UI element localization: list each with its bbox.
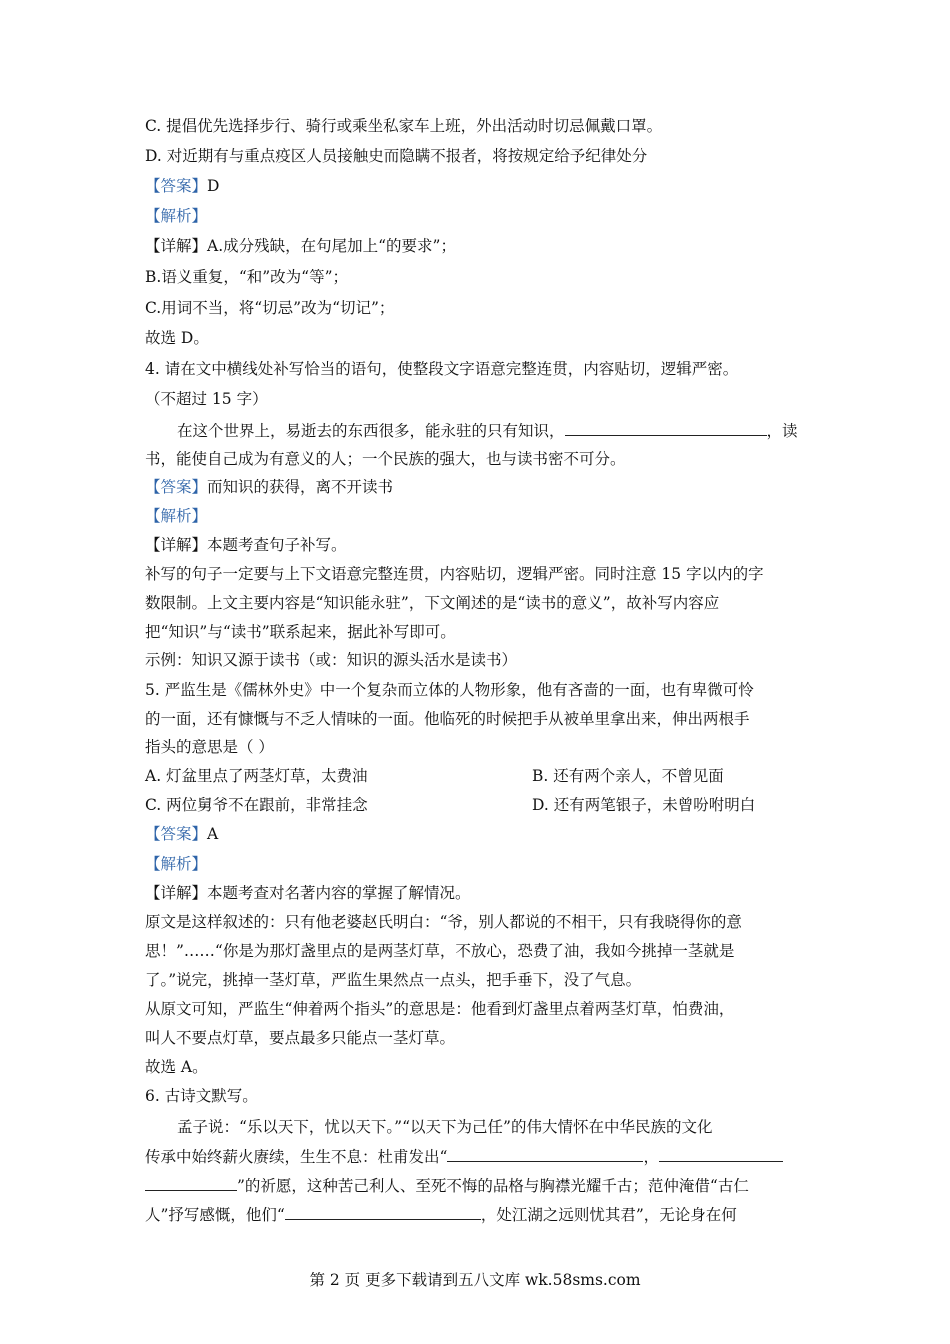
fill-blank[interactable] <box>565 420 767 436</box>
q3-conclusion: 故选 D。 <box>145 329 209 347</box>
answer-tag: 【答案】 <box>145 825 208 843</box>
q5-stem-line-2: 的一面，还有慷慨与不乏人情味的一面。他临死的时候把手从被单里拿出来，伸出两根手 <box>145 710 750 728</box>
q3-detail-a: 【详解】A.成分残缺，在句尾加上“的要求”； <box>145 237 456 255</box>
fill-blank[interactable] <box>659 1146 783 1162</box>
q6-stem: 6. 古诗文默写。 <box>145 1087 258 1105</box>
q5-stem-line-1: 5. 严监生是《儒林外史》中一个复杂而立体的人物形象，他有吝啬的一面，也有卑微可怜 <box>145 681 754 699</box>
q4-analysis-tag: 【解析】 <box>145 507 208 525</box>
q4-stem-line-1: 4. 请在文中横线处补写恰当的语句，使整段文字语意完整连贯，内容贴切，逻辑严密。 <box>145 360 739 378</box>
q5-detail-2: 原文是这样叙述的：只有他老婆赵氏明白：“爷，别人都说的不相干，只有我晓得你的意 <box>145 913 742 931</box>
q3-detail-b: B.语义重复，“和”改为“等”； <box>145 268 349 286</box>
q5-detail-1: 【详解】本题考查对名著内容的掌握了解情况。 <box>145 884 471 902</box>
q3-option-c: C. 提倡优先选择步行、骑行或乘坐私家车上班，外出活动时切忌佩戴口罩。 <box>145 117 663 135</box>
q5-option-a: A. 灯盆里点了两茎灯草，太费油 <box>145 767 368 785</box>
q4-detail-5: 示例：知识又源于读书（或：知识的源头活水是读书） <box>145 651 518 669</box>
q4-detail-4: 把“知识”与“读书”联系起来，据此补写即可。 <box>145 623 456 641</box>
passage-text: 人”抒写感慨，他们“ <box>145 1206 285 1224</box>
q5-analysis-tag: 【解析】 <box>145 855 208 873</box>
q5-option-b: B. 还有两个亲人，不曾见面 <box>532 767 724 785</box>
passage-text: 在这个世界上，易逝去的东西很多，能永驻的只有知识， <box>177 422 565 440</box>
passage-text: ，处江湖之远则忧其君”，无论身在何 <box>480 1206 737 1224</box>
q5-detail-5: 从原文可知，严监生“伸着两个指头”的意思是：他看到灯盏里点着两茎灯草，怕费油， <box>145 1000 735 1018</box>
passage-text: ，读 <box>766 422 798 440</box>
q5-answer <box>145 824 218 844</box>
q5-detail-6: 叫人不要点灯草，要点最多只能点一茎灯草。 <box>145 1029 456 1047</box>
answer-tag: 【答案】 <box>145 177 208 195</box>
q5-conclusion: 故选 A。 <box>145 1058 208 1076</box>
q3-answer <box>145 176 219 196</box>
q4-stem-line-2: （不超过 15 字） <box>145 390 268 408</box>
answer-text: A <box>207 825 219 843</box>
q4-detail-3: 数限制。上文主要内容是“知识能永驻”，下文阐述的是“读书的意义”，故补写内容应 <box>145 594 720 612</box>
q4-detail-1: 【详解】本题考查句子补写。 <box>145 536 347 554</box>
page-footer: 第 2 页 更多下载请到五八文库 wk.58sms.com <box>309 1271 641 1289</box>
passage-text: ”的祈愿，这种苦己利人、至死不悔的品格与胸襟光耀千古；范仲淹借“古仁 <box>237 1177 749 1195</box>
answer-text: 而知识的获得，离不开读书 <box>207 478 394 496</box>
q3-option-d: D. 对近期有与重点疫区人员接触史而隐瞒不报者，将按规定给予纪律处分 <box>145 147 648 165</box>
answer-text: D <box>207 177 220 195</box>
q4-detail-2: 补写的句子一定要与上下文语意完整连贯，内容贴切，逻辑严密。同时注意 15 字以内的字 <box>145 565 764 583</box>
q6-passage-line-1: 孟子说：“乐以天下，忧以天下。”“以天下为己任”的伟大情怀在中华民族的文化 <box>177 1118 713 1136</box>
fill-blank[interactable] <box>447 1146 643 1162</box>
q5-option-d: D. 还有两笔银子，未曾吩咐明白 <box>532 796 756 814</box>
q3-detail-c: C.用词不当，将“切忌”改为“切记”； <box>145 299 395 317</box>
answer-tag: 【答案】 <box>145 478 208 496</box>
passage-text: ， <box>643 1148 659 1166</box>
q3-analysis-tag: 【解析】 <box>145 207 208 225</box>
q6-passage-line-2 <box>145 1146 783 1167</box>
fill-blank[interactable] <box>285 1204 481 1220</box>
q5-option-c: C. 两位舅爷不在跟前，非常挂念 <box>145 796 368 814</box>
q5-stem-line-3: 指头的意思是（ ） <box>145 738 274 756</box>
q4-answer <box>145 477 393 497</box>
fill-blank[interactable] <box>145 1175 237 1191</box>
q5-detail-4: 了。”说完，挑掉一茎灯草，严监生果然点一点头，把手垂下，没了气息。 <box>145 971 642 989</box>
passage-text: 传承中始终薪火赓续，生生不息：杜甫发出“ <box>145 1148 448 1166</box>
q6-passage-line-4 <box>145 1204 737 1225</box>
q4-passage-line-1 <box>177 420 798 441</box>
q5-detail-3: 思！”……“你是为那灯盏里点的是两茎灯草，不放心，恐费了油，我如今挑掉一茎就是 <box>145 942 735 960</box>
q4-passage-line-2: 书，能使自己成为有意义的人；一个民族的强大，也与读书密不可分。 <box>145 450 626 468</box>
q6-passage-line-3 <box>145 1175 749 1196</box>
